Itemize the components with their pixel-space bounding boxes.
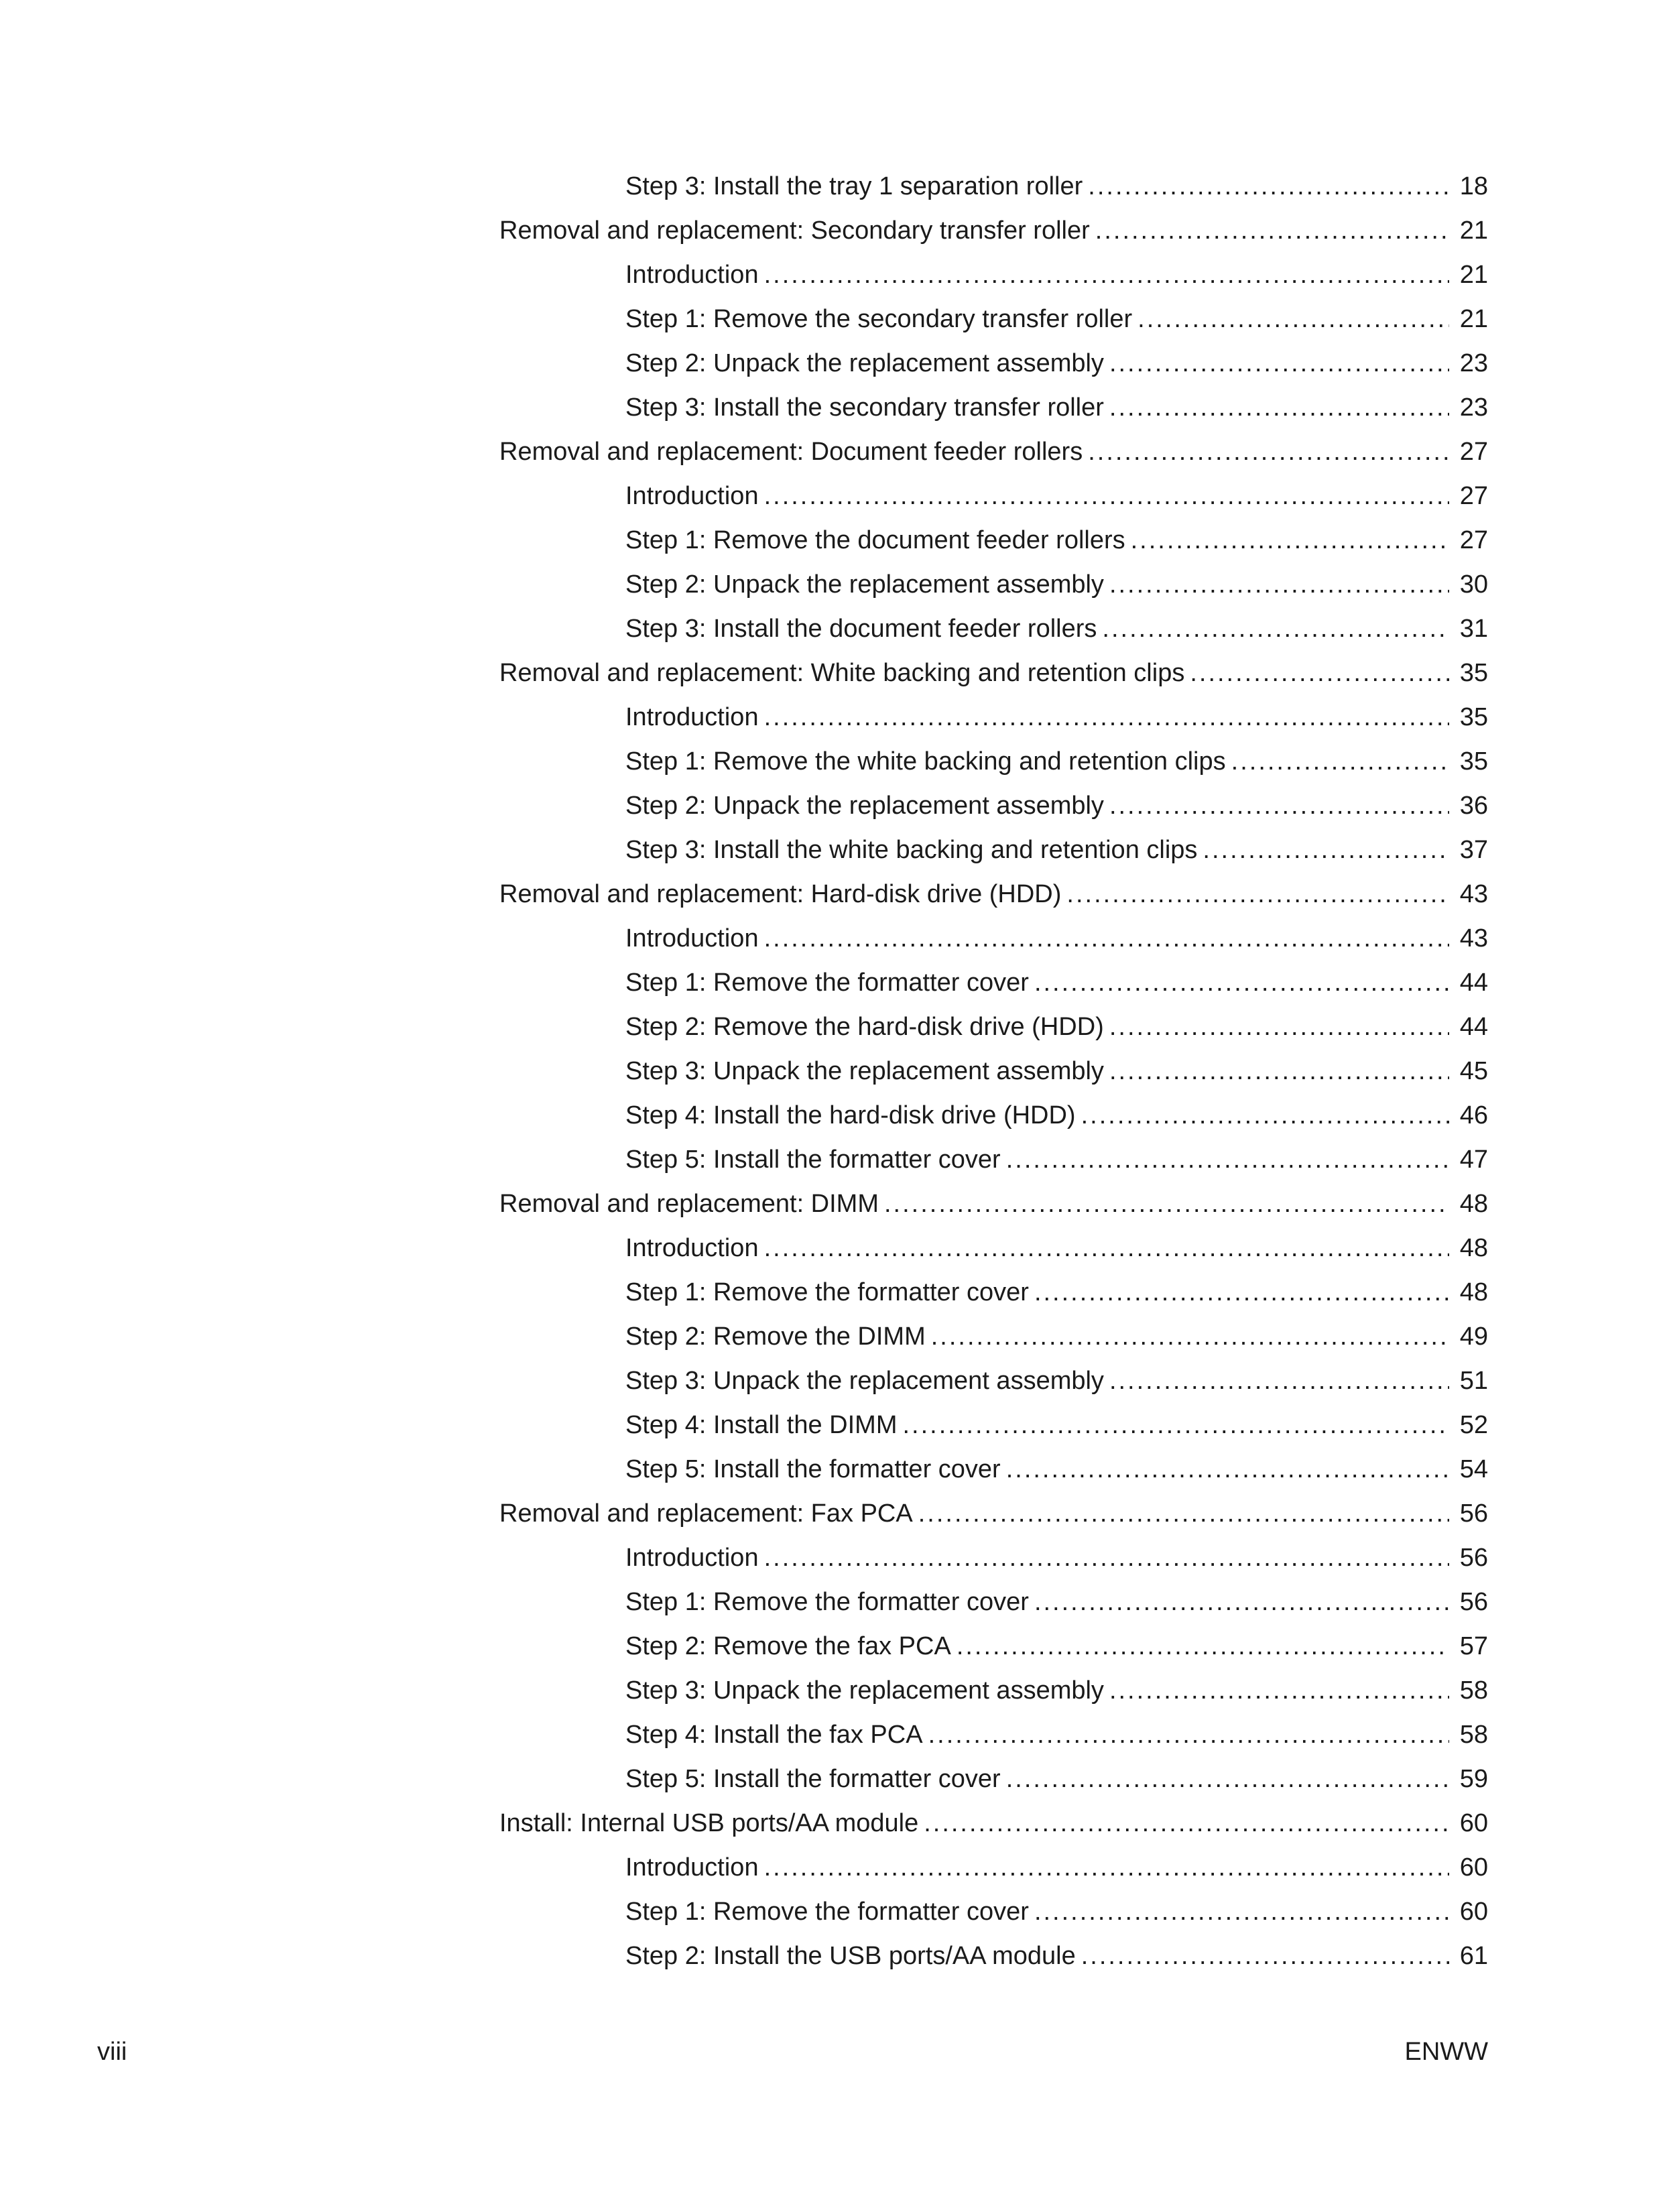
toc-subsection-entry[interactable] [625, 164, 1488, 208]
toc-dot-leader [918, 1491, 1449, 1536]
toc-subsection-entry[interactable] [625, 1624, 1488, 1668]
toc-dot-leader [1081, 1934, 1449, 1978]
toc-section-entry[interactable] [499, 208, 1488, 253]
toc-entry-page-number: 43 [1459, 924, 1488, 953]
toc-entry-title: Step 1: Remove the secondary transfer roller [625, 305, 1133, 333]
toc-subsection-entry[interactable] [625, 474, 1488, 518]
toc-dot-leader [1190, 651, 1449, 695]
toc-entry-title: Introduction [625, 261, 759, 289]
toc-dot-leader [884, 1182, 1449, 1226]
toc-entry-title: Step 4: Install the DIMM [625, 1411, 898, 1439]
toc-entry-title: Step 2: Unpack the replacement assembly [625, 349, 1104, 377]
toc-dot-leader [1066, 872, 1449, 916]
toc-section-entry[interactable] [499, 1491, 1488, 1536]
toc-subsection-entry[interactable] [625, 1668, 1488, 1713]
toc-subsection-entry[interactable] [625, 297, 1488, 341]
toc-entry-page-number: 37 [1459, 836, 1488, 864]
toc-entry-page-number: 57 [1459, 1632, 1488, 1660]
toc-section-entry[interactable] [499, 651, 1488, 695]
toc-entry-page-number: 30 [1459, 570, 1488, 599]
toc-entry-title: Step 1: Remove the formatter cover [625, 1278, 1029, 1306]
toc-entry-title: Step 4: Install the fax PCA [625, 1721, 923, 1749]
toc-subsection-entry[interactable] [625, 1359, 1488, 1403]
toc-dot-leader [764, 1536, 1449, 1580]
toc-entry-page-number: 43 [1459, 880, 1488, 908]
toc-entry-title: Step 2: Unpack the replacement assembly [625, 792, 1104, 820]
toc-section-entry[interactable] [499, 1182, 1488, 1226]
toc-subsection-entry[interactable] [625, 739, 1488, 784]
toc-entry-title: Step 3: Install the tray 1 separation roller [625, 172, 1083, 200]
toc-entry-title: Removal and replacement: Hard-disk drive (HDD) [499, 880, 1062, 908]
toc-entry-page-number: 54 [1459, 1455, 1488, 1483]
toc-dot-leader [764, 474, 1449, 518]
toc-entry-page-number: 58 [1459, 1676, 1488, 1705]
toc-subsection-entry[interactable] [625, 784, 1488, 828]
toc-entry-title: Step 4: Install the hard-disk drive (HDD) [625, 1101, 1076, 1129]
toc-subsection-entry[interactable] [625, 916, 1488, 961]
toc-subsection-entry[interactable] [625, 562, 1488, 607]
toc-entry-page-number: 35 [1459, 659, 1488, 687]
toc-dot-leader [1034, 1890, 1449, 1934]
toc-entry-page-number: 35 [1459, 747, 1488, 776]
toc-subsection-entry[interactable] [625, 341, 1488, 385]
toc-subsection-entry[interactable] [625, 1138, 1488, 1182]
toc-dot-leader [1109, 341, 1449, 385]
toc-entry-title: Step 2: Remove the hard-disk drive (HDD) [625, 1013, 1104, 1041]
toc-entry-title: Introduction [625, 1234, 759, 1262]
toc-dot-leader [1102, 607, 1449, 651]
toc-entry-title: Step 5: Install the formatter cover [625, 1455, 1001, 1483]
toc-entry-page-number: 44 [1459, 969, 1488, 997]
toc-subsection-entry[interactable] [625, 607, 1488, 651]
toc-entry-title: Removal and replacement: DIMM [499, 1190, 879, 1218]
toc-entry-title: Introduction [625, 1853, 759, 1882]
toc-entry-title: Introduction [625, 482, 759, 510]
toc-dot-leader [928, 1713, 1449, 1757]
toc-subsection-entry[interactable] [625, 518, 1488, 562]
toc-entry-page-number: 59 [1459, 1765, 1488, 1793]
toc-dot-leader [1203, 828, 1449, 872]
toc-entry-page-number: 21 [1459, 261, 1488, 289]
toc-entry-page-number: 48 [1459, 1190, 1488, 1218]
toc-dot-leader [924, 1801, 1449, 1845]
toc-section-entry[interactable] [499, 430, 1488, 474]
toc-subsection-entry[interactable] [625, 1757, 1488, 1801]
toc-entry-title: Introduction [625, 703, 759, 731]
toc-dot-leader [764, 1845, 1449, 1890]
toc-dot-leader [1006, 1138, 1449, 1182]
toc-dot-leader [1109, 1359, 1449, 1403]
toc-dot-leader [1034, 1270, 1449, 1314]
toc-subsection-entry[interactable] [625, 1890, 1488, 1934]
toc-entry-page-number: 58 [1459, 1721, 1488, 1749]
toc-dot-leader [764, 1226, 1449, 1270]
toc-section-entry[interactable] [499, 872, 1488, 916]
toc-entry-title: Removal and replacement: Fax PCA [499, 1499, 913, 1528]
toc-dot-leader [1131, 518, 1449, 562]
toc-entry-page-number: 48 [1459, 1234, 1488, 1262]
toc-entry-page-number: 46 [1459, 1101, 1488, 1129]
toc-entry-title: Step 2: Unpack the replacement assembly [625, 570, 1104, 599]
toc-subsection-entry[interactable] [625, 1934, 1488, 1978]
toc-entry-page-number: 23 [1459, 349, 1488, 377]
toc-entry-page-number: 47 [1459, 1146, 1488, 1174]
toc-entry-page-number: 56 [1459, 1544, 1488, 1572]
table-of-contents [0, 164, 1661, 1978]
toc-dot-leader [1109, 1668, 1449, 1713]
toc-subsection-entry[interactable] [625, 828, 1488, 872]
toc-entry-title: Removal and replacement: Secondary transfer roller [499, 217, 1090, 245]
toc-subsection-entry[interactable] [625, 1226, 1488, 1270]
toc-entry-title: Removal and replacement: Document feeder rollers [499, 438, 1083, 466]
toc-entry-title: Introduction [625, 1544, 759, 1572]
toc-entry-page-number: 51 [1459, 1367, 1488, 1395]
toc-entry-page-number: 35 [1459, 703, 1488, 731]
toc-subsection-entry[interactable] [625, 695, 1488, 739]
toc-dot-leader [931, 1314, 1449, 1359]
toc-entry-title: Step 3: Unpack the replacement assembly [625, 1676, 1104, 1705]
footer-doc-code: ENWW [1404, 2038, 1488, 2066]
toc-subsection-entry[interactable] [625, 253, 1488, 297]
toc-dot-leader [1006, 1447, 1449, 1491]
toc-entry-page-number: 27 [1459, 526, 1488, 554]
toc-entry-title: Step 3: Unpack the replacement assembly [625, 1057, 1104, 1085]
toc-dot-leader [957, 1624, 1449, 1668]
toc-entry-page-number: 52 [1459, 1411, 1488, 1439]
toc-subsection-entry[interactable] [625, 1049, 1488, 1093]
toc-entry-page-number: 36 [1459, 792, 1488, 820]
toc-entry-page-number: 56 [1459, 1588, 1488, 1616]
toc-subsection-entry[interactable] [625, 1403, 1488, 1447]
toc-dot-leader [1088, 430, 1449, 474]
toc-entry-page-number: 56 [1459, 1499, 1488, 1528]
toc-subsection-entry[interactable] [625, 1270, 1488, 1314]
toc-entry-page-number: 49 [1459, 1323, 1488, 1351]
toc-dot-leader [903, 1403, 1450, 1447]
toc-entry-page-number: 60 [1459, 1853, 1488, 1882]
toc-dot-leader [1034, 961, 1449, 1005]
toc-entry-page-number: 27 [1459, 482, 1488, 510]
toc-subsection-entry[interactable] [625, 1005, 1488, 1049]
toc-entry-title: Step 3: Install the secondary transfer roller [625, 393, 1104, 422]
toc-dot-leader [1081, 1093, 1449, 1138]
toc-entry-page-number: 23 [1459, 393, 1488, 422]
toc-dot-leader [764, 916, 1449, 961]
toc-dot-leader [1034, 1580, 1449, 1624]
toc-entry-page-number: 21 [1459, 305, 1488, 333]
toc-dot-leader [1109, 1049, 1449, 1093]
toc-subsection-entry[interactable] [625, 1845, 1488, 1890]
toc-entry-title: Introduction [625, 924, 759, 953]
toc-entry-title: Step 1: Remove the white backing and retention clips [625, 747, 1226, 776]
toc-subsection-entry[interactable] [625, 1713, 1488, 1757]
toc-section-entry[interactable] [499, 1801, 1488, 1845]
toc-entry-title: Step 3: Install the white backing and retention clips [625, 836, 1198, 864]
toc-dot-leader [1095, 208, 1449, 253]
toc-subsection-entry[interactable] [625, 1536, 1488, 1580]
toc-entry-title: Step 2: Install the USB ports/AA module [625, 1942, 1076, 1970]
toc-entry-title: Step 5: Install the formatter cover [625, 1146, 1001, 1174]
toc-dot-leader [764, 253, 1449, 297]
toc-dot-leader [1109, 562, 1449, 607]
toc-dot-leader [1231, 739, 1449, 784]
toc-entry-title: Step 2: Remove the DIMM [625, 1323, 926, 1351]
toc-entry-page-number: 21 [1459, 217, 1488, 245]
toc-dot-leader [1109, 1005, 1449, 1049]
toc-entry-title: Step 1: Remove the formatter cover [625, 1588, 1029, 1616]
toc-entry-page-number: 27 [1459, 438, 1488, 466]
toc-entry-page-number: 44 [1459, 1013, 1488, 1041]
toc-entry-page-number: 61 [1459, 1942, 1488, 1970]
toc-entry-title: Step 1: Remove the document feeder rollers [625, 526, 1125, 554]
footer-page-number: viii [97, 2038, 127, 2066]
toc-entry-title: Install: Internal USB ports/AA module [499, 1809, 919, 1837]
toc-subsection-entry[interactable] [625, 1447, 1488, 1491]
toc-subsection-entry[interactable] [625, 1314, 1488, 1359]
toc-entry-title: Step 2: Remove the fax PCA [625, 1632, 951, 1660]
toc-entry-page-number: 60 [1459, 1809, 1488, 1837]
toc-dot-leader [1088, 164, 1449, 208]
toc-entry-title: Step 1: Remove the formatter cover [625, 969, 1029, 997]
toc-subsection-entry[interactable] [625, 385, 1488, 430]
toc-entry-title: Removal and replacement: White backing and retention clips [499, 659, 1185, 687]
toc-dot-leader [1137, 297, 1449, 341]
toc-subsection-entry[interactable] [625, 1093, 1488, 1138]
toc-entry-page-number: 60 [1459, 1898, 1488, 1926]
toc-dot-leader [1109, 385, 1449, 430]
toc-entry-title: Step 5: Install the formatter cover [625, 1765, 1001, 1793]
toc-entry-page-number: 48 [1459, 1278, 1488, 1306]
toc-dot-leader [1109, 784, 1449, 828]
toc-entry-title: Step 1: Remove the formatter cover [625, 1898, 1029, 1926]
toc-entry-title: Step 3: Install the document feeder rollers [625, 615, 1097, 643]
toc-subsection-entry[interactable] [625, 961, 1488, 1005]
toc-entry-page-number: 45 [1459, 1057, 1488, 1085]
toc-entry-title: Step 3: Unpack the replacement assembly [625, 1367, 1104, 1395]
toc-entry-page-number: 31 [1459, 615, 1488, 643]
toc-subsection-entry[interactable] [625, 1580, 1488, 1624]
toc-entry-page-number: 18 [1459, 172, 1488, 200]
toc-dot-leader [1006, 1757, 1449, 1801]
toc-dot-leader [764, 695, 1449, 739]
